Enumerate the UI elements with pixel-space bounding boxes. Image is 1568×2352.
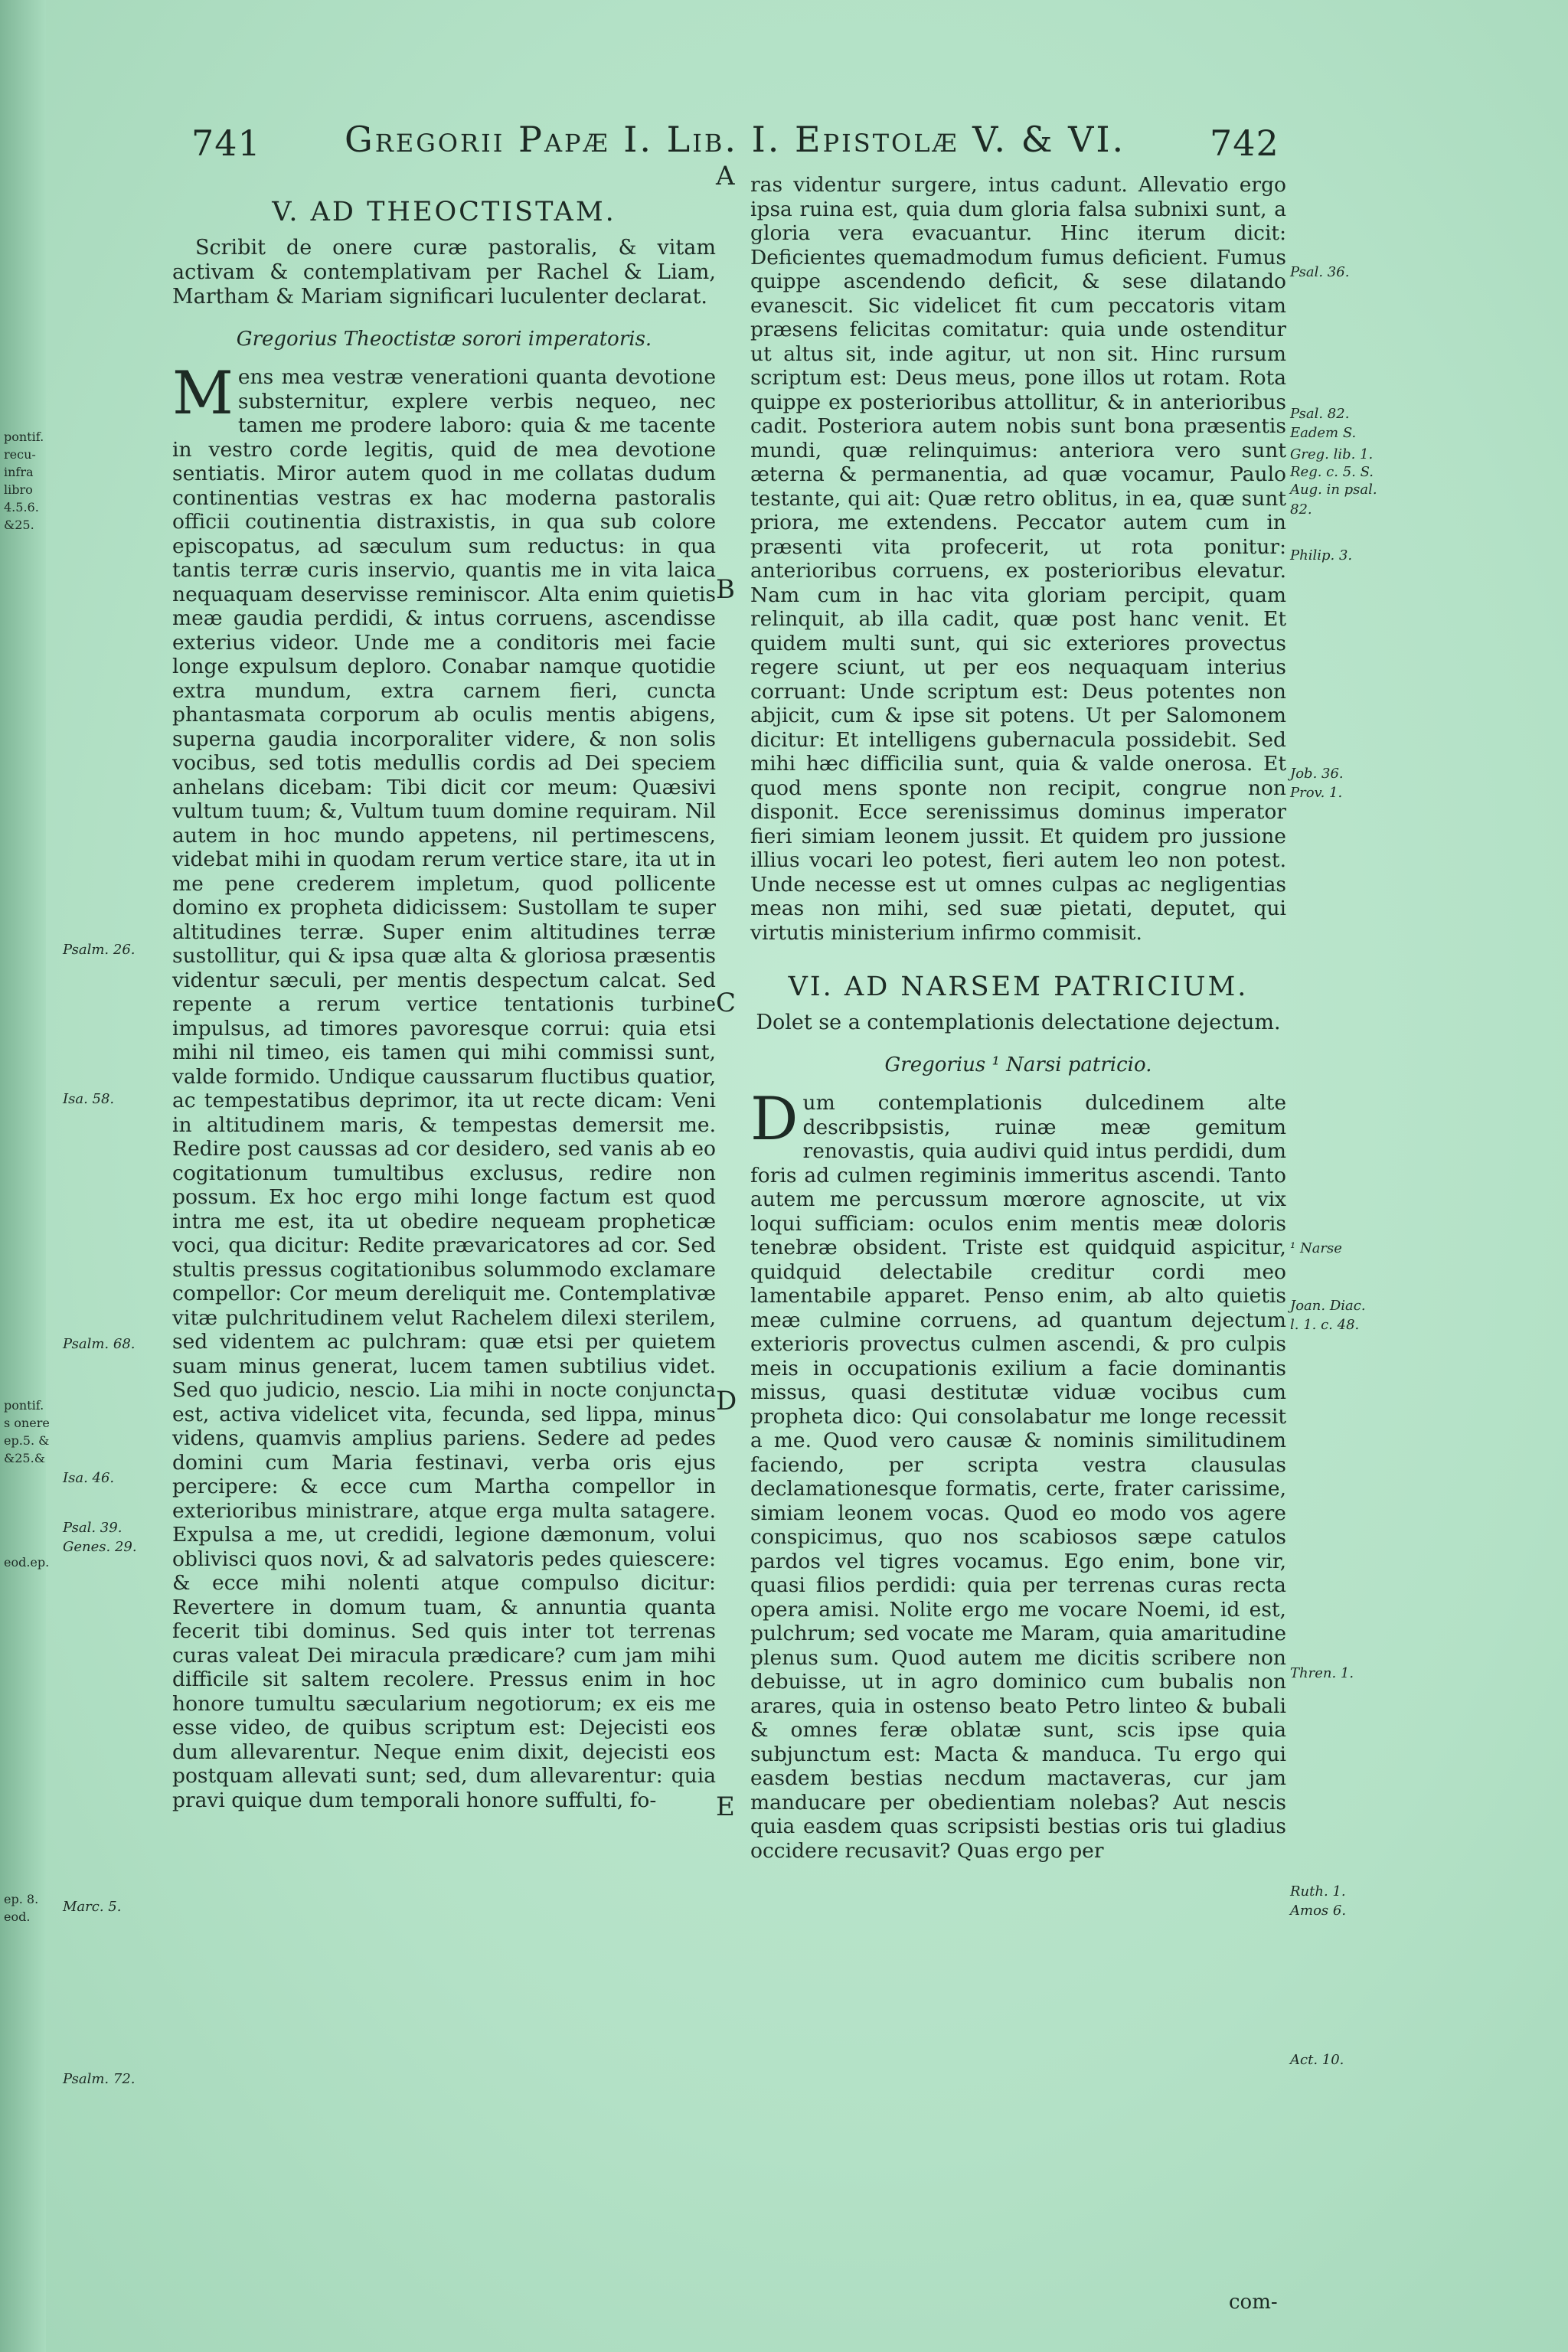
section-letters <box>716 161 746 1998</box>
running-title: Gregorii Papæ I. Lib. I. Epistolæ V. & VI. <box>345 119 1126 160</box>
margin-note: l. 1. c. 48. <box>1290 1317 1360 1333</box>
margin-fragment: eod. <box>4 1909 31 1924</box>
margin-note: Act. 10. <box>1290 2052 1344 2068</box>
margin-note: Thren. 1. <box>1290 1665 1354 1681</box>
margin-note: Reg. c. 5. S. <box>1290 464 1374 480</box>
letter-v-continuation <box>750 173 1286 945</box>
margin-note: Ruth. 1. <box>1290 1883 1346 1900</box>
margin-fragment: &25. <box>4 518 34 532</box>
section-letter: D <box>716 1386 737 1416</box>
margin-note: Psalm. 72. <box>63 2071 136 2087</box>
margin-fragment: pontif. <box>4 430 44 444</box>
margin-fragment: recu- <box>4 447 36 462</box>
letter-vi-heading: VI. AD NARSEM PATRICIUM. <box>788 972 1249 1002</box>
margin-note: Marc. 5. <box>63 1899 122 1915</box>
left-margin-notes <box>63 0 170 2352</box>
letter-vi-body <box>750 1085 1286 1863</box>
left-column <box>172 191 716 1812</box>
margin-note: Amos 6. <box>1290 1903 1347 1919</box>
margin-fragment: ep.5. & <box>4 1433 50 1448</box>
margin-note: Psal. 39. <box>63 1520 122 1536</box>
letter-v-salutation: Gregorius Theoctistæ sorori imperatoris. <box>236 327 652 351</box>
margin-note: Psal. 82. <box>1290 406 1350 422</box>
margin-note: ¹ Narse <box>1290 1240 1342 1256</box>
margin-note: Psalm. 26. <box>63 942 136 958</box>
margin-note: Isa. 46. <box>63 1470 115 1486</box>
letter-v-heading: V. AD THEOCTISTAM. <box>272 197 616 227</box>
margin-note: Joan. Diac. <box>1290 1298 1366 1314</box>
margin-note: Psal. 36. <box>1290 264 1350 280</box>
letter-vi-summary: Dolet se a contemplationis delectatione dejectum. <box>756 1010 1281 1034</box>
letter-vi-text: Dum contemplationis dulcedinem alte describpsistis, ruinæ meæ gemitum renovastis, quia audivi quid intus perdidi, dum foris ad culmen regiminis immeritus ascendi. Tanto autem me percussum mœrore agnoscite, ut vix loqui sufficiam: oculos enim mentis meæ doloris tenebræ obsident. Triste est quidquid aspicitur, quidquid delectabile creditur cordi meo lamentabile apparet. Penso enim, ab alto quietis meæ culmine corruens, ad quantum dejectum exterioris provectus culmen ascendi, & pro culpis meis in occupationis exilium a facie dominantis missus, quasi destitutæ viduæ vocibus cum propheta dico: Qui consolabatur me longe recessit a me. Quod vero causæ & nominis similitudinem faciendo, per scripta vestra clausulas declamationesque formatis, certe, frater carissime, simiam leonem vocas. Quod eo modo vos agere conspicimus, quo nos scabiosos sæpe catulos pardos vel tigres vocamus. Ego enim, bone vir, quasi filios perdidi: quia per terrenas curas recta opera amisi. Nolite ergo me vocare Noemi, id est, pulchrum; sed vocate me Maram, quia amaritudine plenus sum. Quod autem me dicitis scribere non debuisse, ut in agro dominico cum bubalis non arares, quia in ostenso beato Petro linteo & bubali & omnes feræ oblatæ sunt, scis ipse quia subjunctum est: Macta & manduca. Tu ergo qui easdem bestias necdum mactaveras, cur jam manducare per obedientiam nolebas? Aut nescis quia easdem quas scripsisti bestias oris tui gladius occidere recusavit? Quas ergo per <box>750 1085 1286 1863</box>
right-margin-notes <box>1290 0 1397 2352</box>
margin-fragment: infra <box>4 465 34 479</box>
section-letter: B <box>716 574 735 605</box>
margin-fragment: libro <box>4 482 33 497</box>
page-number-left: 741 <box>191 122 261 164</box>
margin-note: Job. 36. <box>1290 766 1344 782</box>
margin-fragment: 4.5.6. <box>4 500 39 514</box>
margin-note: Isa. 58. <box>63 1091 115 1107</box>
letter-vi-salutation: Gregorius ¹ Narsi patricio. <box>884 1053 1152 1076</box>
margin-fragment: pontif. <box>4 1398 44 1413</box>
letter-v-body <box>172 359 716 1812</box>
margin-note: Genes. 29. <box>63 1539 137 1555</box>
section-letter: C <box>716 988 737 1018</box>
margin-note: Philip. 3. <box>1290 547 1353 564</box>
margin-note: 82. <box>1290 501 1312 518</box>
margin-fragment: ep. 8. <box>4 1892 39 1906</box>
margin-note: Prov. 1. <box>1290 785 1343 801</box>
margin-note: Aug. in psal. <box>1290 482 1377 498</box>
margin-fragment: eod.ep. <box>4 1555 50 1570</box>
margin-note: Psalm. 68. <box>63 1336 136 1352</box>
margin-note: Eadem S. <box>1290 425 1357 441</box>
section-letter: E <box>716 1792 735 1822</box>
right-column <box>750 173 1286 1863</box>
catchword: com- <box>1229 2291 1278 2314</box>
section-letter: A <box>716 161 735 191</box>
margin-fragment: &25.& <box>4 1451 45 1465</box>
page-number-right: 742 <box>1210 122 1279 164</box>
letter-v-text-continued: ras videntur surgere, intus cadunt. Allevatio ergo ipsa ruina est, quia dum gloria falsa subnixi sunt, a gloria vera evacuantur. Hinc iterum dicit: Deficientes quemadmodum fumus deficient. Fumus quippe ascendendo deficit, & sese dilatando evanescit. Sic videlicet fit cum peccatoris vitam præsens felicitas comitatur: quia unde ostenditur ut altus sit, inde agitur, ut non sit. Hinc rursum scriptum est: Deus meus, pone illos ut rotam. Rota quippe ex posterioribus attollitur, & in anterioribus cadit. Posteriora autem nobis sunt bona præsentis mundi, quæ relinquimus: anteriora vero sunt æterna & permanentia, ad quæ vocamur, Paulo testante, qui ait: Quæ retro oblitus, in ea, quæ sunt priora, me extendens. Peccator autem cum in præsenti vita profecerit, ut rota ponitur: anterioribus corruens, ex posterioribus elevatur. Nam cum in hac vita gloriam percipit, quam relinquit, ab illa cadit, quæ post hanc venit. Et quidem multi sunt, qui sic exteriores provectus regere sciunt, ut per eos nequaquam interius corruant: Unde scriptum est: Deus potentes non abjicit, cum & ipse sit potens. Ut per Salomonem dicitur: Et intelligens gubernacula possidebit. Sed mihi hæc difficilia sunt, quia & valde onerosa. Et quod mens sponte non recipit, congrue non disponit. Ecce serenissimus dominus imperator fieri simiam leonem jussit. Et quidem pro jussione illius vocari leo potest, fieri autem leo non potest. Unde necesse est ut omnes culpas ac negligentias meas non mihi, sed suæ pietati, deputet, qui virtutis ministerium infirmo commisit. <box>750 173 1286 945</box>
letter-v-summary: Scribit de onere curæ pastoralis, & vitam activam & contemplativam per Rachel & Liam, Martham & Mariam significari luculenter declarat. <box>172 235 716 309</box>
margin-note: Greg. lib. 1. <box>1290 446 1374 462</box>
margin-fragment: s onere <box>4 1416 50 1430</box>
letter-v-text: Mens mea vestræ venerationi quanta devotione substernitur, explere verbis nequeo, nec tamen me prodere laboro: quia & me tacente in vestro corde legitis, quid de mea devotione sentiatis. Miror autem quod in me collatas dudum continentias vestras ex hac moderna pastoralis officii coutinentia distraxistis, in qua sub colore episcopatus, ad sæculum sum reductus: in qua tantis terræ curis inservio, quantis me in vita laica nequaquam deservisse reminiscor. Alta enim quietis meæ gaudia perdidi, & intus corruens, ascendisse exterius videor. Unde me a conditoris mei facie longe expulsum deploro. Conabar namque quotidie extra mundum, extra carnem fieri, cuncta phantasmata corporum ab oculis mentis abigens, superna gaudia incorporaliter videre, & non solis vocibus, sed totis medullis cordis ad Dei speciem anhelans dicebam: Tibi dicit cor meum: Quæsivi vultum tuum; &, Vultum tuum domine requiram. Nil autem in hoc mundo appetens, nil pertimescens, videbat mihi in quodam rerum vertice stare, ita ut in me pene crederem impletum, quod pollicente domino ex propheta didicissem: Sustollam te super altitudines terræ. Super enim altitudines terræ sustollitur, qui & ipsa quæ alta & gloriosa præsentis videntur sæculi, per mentis despectum calcat. Sed repente a rerum vertice tentationis turbine impulsus, ad timores pavoresque corrui: quia etsi mihi nil timeo, eis tamen qui mihi commissi sunt, valde formido. Undique caussarum fluctibus quatior, ac tempestatibus deprimor, ita ut recte dicam: Veni in altitudinem maris, & tempestas demersit me. Redire post caussas ad cor desidero, sed vanis ab eo cogitationum tumultibus exclusus, redire non possum. Ex hoc ergo mihi longe factum est quod intra me est, ita ut obedire nequeam propheticæ voci, qua dicitur: Redite prævaricatores ad cor. Sed stultis pressus cogitationibus solummodo exclamare compellor: Cor meum dereliquit me. Contemplativæ vitæ pulchritudinem velut Rachelem dilexi sterilem, sed videntem ac pulchram: quæ etsi per quietem suam minus generat, lucem tamen subtilius videt. Sed quo judicio, nescio. Lia mihi in nocte conjuncta est, activa videlicet vita, fecunda, sed lippa, minus videns, quamvis amplius pariens. Sedere ad pedes domini cum Maria festinavi, verba oris ejus percipere: & ecce cum Martha compellor in exterioribus ministrare, atque erga multa satagere. Expulsa a me, ut credidi, legione dæmonum, volui oblivisci quos novi, & ad salvatoris pedes quiescere: & ecce mihi nolenti atque compulso dicitur: Revertere in domum tuam, & annuntia quanta fecerit tibi dominus. Sed quis inter tot terrenas curas valeat Dei miracula prædicare? cum jam mihi difficile sit saltem recolere. Pressus enim in hoc honore tumultu sæcularium negotiorum; ex eis me esse video, de quibus scriptum est: Dejecisti eos dum allevarentur. Neque enim dixit, dejecisti eos postquam allevati sunt; sed, dum allevarentur: quia pravi quique dum temporali honore suffulti, fo- <box>172 359 716 1812</box>
far-left-margin-fragments <box>4 0 50 2352</box>
